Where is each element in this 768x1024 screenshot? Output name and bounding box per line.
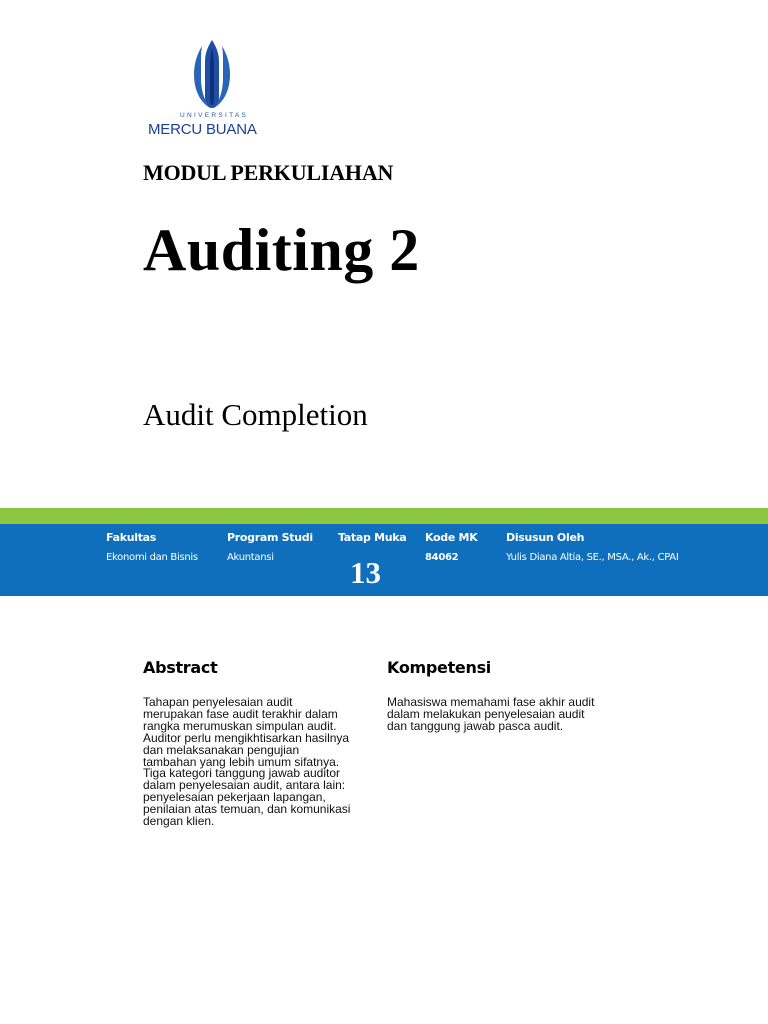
- topic-title: Audit Completion: [143, 397, 368, 432]
- abstract-heading: Abstract: [143, 658, 218, 677]
- kompetensi-line: dalam melakukan penyelesaian audit: [387, 706, 585, 721]
- kode-mk-value: 84062: [425, 552, 459, 563]
- logo-university-name: MERCU BUANA: [148, 121, 257, 138]
- abstract-line: penilaian atas temuan, dan komunikasi: [143, 802, 351, 817]
- abstract-line: Tahapan penyelesaian audit: [143, 695, 293, 709]
- kompetensi-line: dan tanggung jawab pasca audit.: [387, 718, 564, 733]
- tatap-muka-label: Tatap Muka: [338, 531, 407, 544]
- abstract-line: merupakan fase audit terakhir dalam: [143, 706, 338, 721]
- course-title: Auditing 2: [143, 217, 420, 283]
- kode-mk-label: Kode MK: [425, 531, 478, 544]
- abstract-line: tambahan yang lebih umum sifatnya.: [143, 754, 340, 769]
- disusun-oleh-label: Disusun Oleh: [506, 531, 585, 544]
- info-band-green-stripe: [0, 508, 768, 524]
- abstract-line: dengan klien.: [143, 814, 215, 829]
- university-logo: [142, 34, 278, 142]
- logo-university-word: UNIVERSITAS: [180, 112, 249, 119]
- abstract-line: rangka merumuskan simpulan audit.: [143, 718, 337, 733]
- tatap-muka-value: 13: [350, 555, 381, 590]
- fakultas-label: Fakultas: [106, 531, 157, 544]
- disusun-oleh-value: Yulis Diana Altia, SE., MSA., Ak., CPAI: [506, 552, 679, 563]
- program-studi-label: Program Studi: [227, 531, 313, 544]
- abstract-line: penyelesaian pekerjaan lapangan,: [143, 790, 326, 805]
- kompetensi-line: Mahasiswa memahami fase akhir audit: [387, 695, 595, 709]
- abstract-body: [143, 697, 383, 828]
- abstract-line: Auditor perlu mengikhtisarkan hasilnya: [143, 730, 350, 745]
- abstract-line: dan melaksanakan pengujian: [143, 742, 300, 757]
- fakultas-value: Ekonomi dan Bisnis: [106, 552, 198, 563]
- kompetensi-body: [387, 697, 637, 733]
- abstract-line: Tiga kategori tanggung jawab auditor: [143, 766, 341, 781]
- mercu-buana-emblem-icon: [190, 38, 234, 110]
- abstract-line: dalam penyelesaian audit, antara lain:: [143, 778, 346, 793]
- program-studi-value: Akuntansi: [227, 552, 274, 563]
- kompetensi-heading: Kompetensi: [387, 658, 491, 677]
- module-label: MODUL PERKULIAHAN: [143, 160, 394, 185]
